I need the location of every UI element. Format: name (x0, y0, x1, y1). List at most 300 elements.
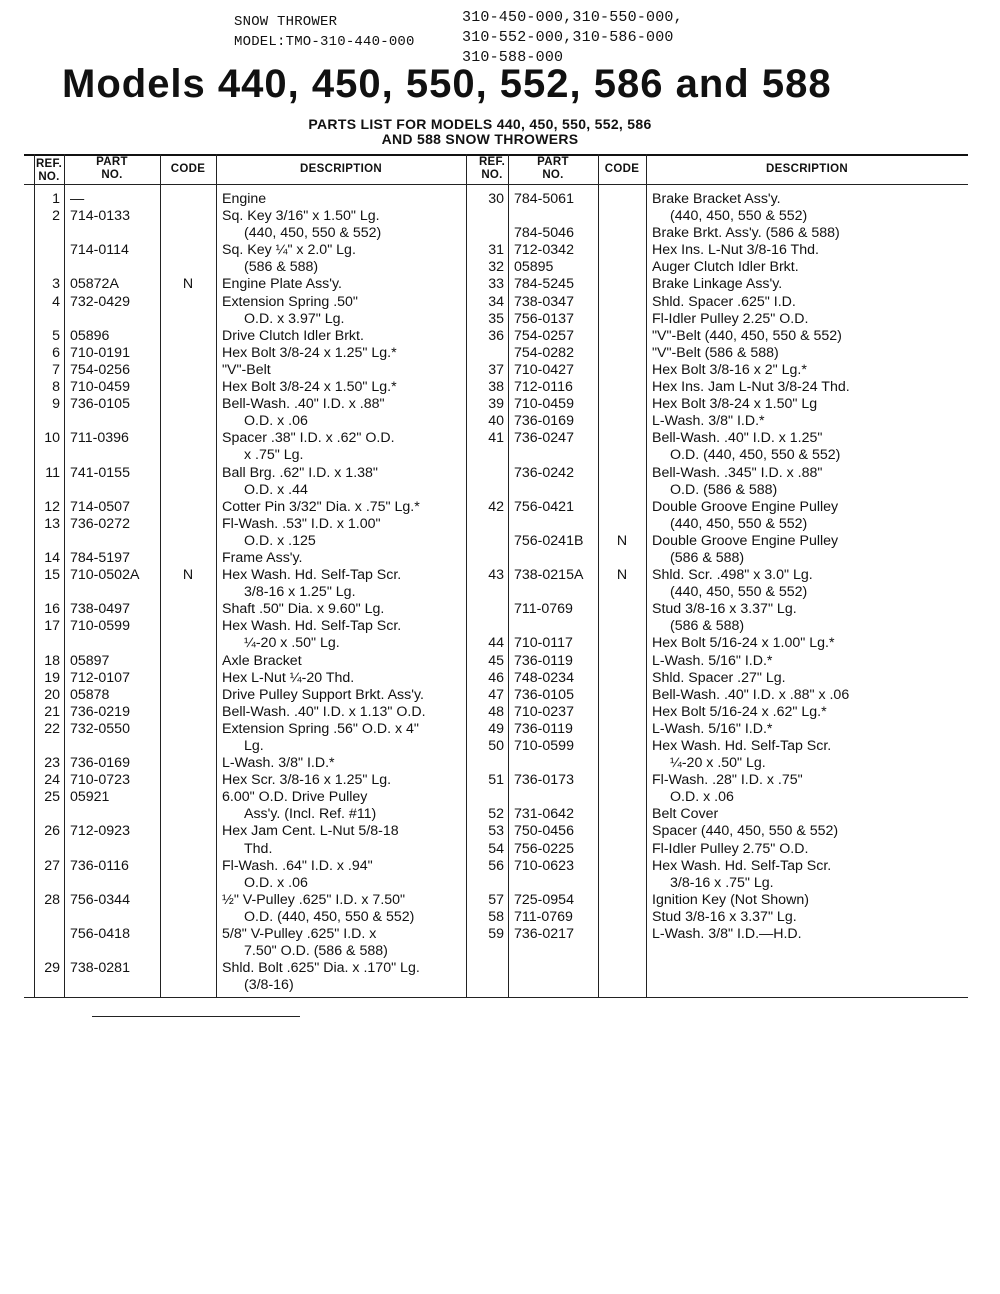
table-row (466, 396, 968, 413)
cell-description: Bell-Wash. .40" I.D. x 1.25" (652, 430, 823, 447)
table-row (24, 960, 466, 977)
cell-description: Hex Bolt 5/16-24 x 1.00" Lg.* (652, 635, 835, 652)
cell-ref-no: 5 (52, 327, 60, 344)
table-row (24, 841, 466, 858)
table-row (24, 550, 466, 567)
cell-part-no: 784-5245 (514, 276, 574, 293)
table-row (24, 276, 466, 293)
cell-description: Auger Clutch Idler Brkt. (652, 259, 799, 276)
header-text: REF. (35, 158, 63, 170)
table-row (466, 789, 968, 806)
cell-part-no: 05878 (70, 686, 110, 703)
cell-part-no: — (70, 191, 85, 207)
cell-description: L-Wash. 3/8" I.D.—H.D. (652, 926, 802, 943)
cell-description: Hex Bolt 3/8-24 x 1.50" Lg.* (222, 379, 397, 396)
table-row (466, 499, 968, 516)
table-row (466, 208, 968, 225)
cell-ref-no: 17 (44, 618, 60, 635)
stamp-line: 310-450-000,310-550-000, (462, 9, 683, 26)
cell-part-no: 736-0169 (514, 413, 574, 430)
table-row (466, 328, 968, 345)
cell-ref-no: 53 (488, 823, 504, 840)
cell-description: Drive Pulley Support Brkt. Ass'y. (222, 686, 424, 703)
cell-description: 3/8-16 x .75" Lg. (670, 874, 774, 891)
table-row (24, 823, 466, 840)
cell-ref-no: 28 (44, 891, 60, 908)
table-row (24, 396, 466, 413)
table-row (24, 635, 466, 652)
cell-part-no: 711-0769 (514, 908, 573, 925)
table-row (466, 875, 968, 892)
cell-part-no: 784-5197 (70, 549, 130, 566)
cell-description: O.D. (440, 450, 550 & 552) (244, 908, 415, 925)
table-row (466, 430, 968, 447)
cell-part-no: 05896 (70, 327, 110, 344)
cell-description: Bell-Wash. .40" I.D. x 1.13" O.D. (222, 703, 426, 720)
cell-ref-no: 18 (44, 652, 60, 669)
cell-part-no: 784-5061 (514, 191, 574, 207)
table-row (466, 618, 968, 635)
cell-description: Stud 3/8-16 x 3.37" Lg. (652, 908, 797, 925)
cell-part-no: 05895 (514, 259, 554, 276)
cell-description: Hex Wash. Hd. Self-Tap Scr. (222, 567, 402, 584)
table-row (466, 362, 968, 379)
cell-description: "V"-Belt (222, 361, 271, 378)
cell-part-no: 736-0169 (70, 755, 130, 772)
table-row (466, 584, 968, 601)
cell-description: Hex Bolt 3/8-24 x 1.25" Lg.* (222, 344, 397, 361)
header-ref-no (476, 156, 508, 182)
table-row (466, 704, 968, 721)
table-row (24, 379, 466, 396)
cell-ref-no: 1 (52, 191, 60, 207)
cell-ref-no: 39 (488, 396, 504, 413)
table-row (466, 516, 968, 533)
cell-ref-no: 19 (44, 669, 60, 686)
cell-ref-no: 49 (488, 720, 504, 737)
table-row (24, 259, 466, 276)
cell-description: O.D. x .44 (244, 481, 308, 498)
cell-ref-no: 3 (52, 276, 60, 293)
header-text: NO. (542, 169, 564, 181)
table-row (24, 413, 466, 430)
stamp-line: 310-552-000,310-586-000 (462, 29, 674, 46)
table-row (24, 465, 466, 482)
cell-description: Cotter Pin 3/32" Dia. x .75" Lg.* (222, 498, 420, 515)
header-ref-no (34, 158, 64, 184)
cell-part-no: 736-0116 (70, 857, 129, 874)
cell-part-no: 732-0429 (70, 293, 130, 310)
cell-part-no: 710-0502A (70, 567, 140, 584)
cell-ref-no: 36 (488, 327, 504, 344)
cell-part-no: 756-0225 (514, 840, 574, 857)
cell-part-no: 736-0242 (514, 464, 574, 481)
cell-part-no: 736-0219 (70, 703, 130, 720)
cell-part-no: 710-0723 (70, 772, 130, 789)
table-row (24, 191, 466, 208)
table-row (24, 208, 466, 225)
cell-part-no: 710-0191 (70, 344, 130, 361)
cell-description: Hex Bolt 3/8-16 x 2" Lg.* (652, 361, 807, 378)
cell-ref-no: 42 (488, 498, 504, 515)
cell-part-no: 731-0642 (514, 806, 574, 823)
table-row (24, 721, 466, 738)
cell-ref-no: 24 (44, 772, 60, 789)
cell-ref-no: 56 (488, 857, 504, 874)
cell-description: ¼-20 x .50" Lg. (670, 755, 766, 772)
table-row (466, 482, 968, 499)
cell-description: 3/8-16 x 1.25" Lg. (244, 584, 356, 601)
cell-code: N (182, 276, 194, 293)
table-row (466, 926, 968, 943)
cell-part-no: 738-0347 (514, 293, 574, 310)
cell-part-no: 736-0119 (514, 652, 573, 669)
cell-description: "V"-Belt (586 & 588) (652, 344, 779, 361)
table-row (466, 858, 968, 875)
table-row (466, 806, 968, 823)
page-title: Models 440, 450, 550, 552, 586 and 588 (62, 62, 832, 106)
cell-part-no: 710-0237 (514, 703, 574, 720)
cell-part-no: 710-0623 (514, 857, 574, 874)
cell-description: (440, 450, 550 & 552) (670, 584, 808, 601)
cell-description: Bell-Wash. .40" I.D. x .88" (222, 396, 385, 413)
cell-description: ½" V-Pulley .625" I.D. x 7.50" (222, 891, 406, 908)
cell-description: Belt Cover (652, 806, 719, 823)
cell-description: Stud 3/8-16 x 3.37" Lg. (652, 601, 797, 618)
cell-part-no: 784-5046 (514, 225, 574, 242)
table-row (466, 721, 968, 738)
cell-description: Shld. Spacer .27" Lg. (652, 669, 786, 686)
cell-part-no: 736-0272 (70, 515, 130, 532)
footer-rule (92, 1016, 300, 1017)
cell-part-no: 710-0117 (514, 635, 573, 652)
cell-ref-no: 33 (488, 276, 504, 293)
cell-description: 6.00" O.D. Drive Pulley (222, 789, 368, 806)
table-row (466, 276, 968, 293)
cell-description: Sq. Key ¼" x 2.0" Lg. (222, 242, 356, 259)
cell-description: Hex Wash. Hd. Self-Tap Scr. (652, 738, 832, 754)
cell-description: Shld. Scr. .498" x 3.0" Lg. (652, 567, 813, 584)
table-row (24, 533, 466, 550)
cell-ref-no: 43 (488, 567, 504, 584)
cell-description: Frame Ass'y. (222, 549, 303, 566)
table-row (466, 738, 968, 755)
cell-ref-no: 50 (488, 738, 504, 754)
cell-description: ¼-20 x .50" Lg. (244, 635, 340, 652)
header-code: CODE (170, 163, 206, 175)
cell-description: Fl-Wash. .64" I.D. x .94" (222, 857, 373, 874)
cell-part-no: 711-0769 (514, 601, 573, 618)
cell-description: Thd. (244, 840, 273, 857)
cell-description: L-Wash. 3/8" I.D.* (222, 755, 335, 772)
cell-description: Ass'y. (Incl. Ref. #11) (244, 806, 377, 823)
cell-ref-no: 44 (488, 635, 504, 652)
cell-ref-no: 16 (44, 601, 60, 618)
cell-ref-no: 4 (52, 293, 60, 310)
cell-part-no: 710-0427 (514, 361, 574, 378)
cell-ref-no: 26 (44, 823, 60, 840)
model-numbers-stamp (462, 8, 683, 68)
heading-line: AND 588 SNOW THROWERS (381, 131, 579, 147)
parts-list-heading (270, 117, 690, 147)
cell-description: Hex Ins. Jam L-Nut 3/8-24 Thd. (652, 379, 850, 396)
cell-description: Ball Brg. .62" I.D. x 1.38" (222, 464, 378, 481)
cell-ref-no: 11 (45, 464, 60, 481)
table-row (24, 618, 466, 635)
table-row (466, 550, 968, 567)
table-row (24, 909, 466, 926)
cell-description: (440, 450, 550 & 552) (244, 225, 382, 242)
cell-description: Engine Plate Ass'y. (222, 276, 342, 293)
table-row (466, 772, 968, 789)
table-row (24, 892, 466, 909)
cell-part-no: 712-0923 (70, 823, 130, 840)
cell-ref-no: 54 (488, 840, 504, 857)
table-row (466, 259, 968, 276)
table-row (466, 635, 968, 652)
cell-ref-no: 58 (488, 908, 504, 925)
model-stamp (234, 12, 415, 52)
cell-ref-no: 59 (488, 926, 504, 943)
cell-part-no: 736-0173 (514, 772, 574, 789)
table-row (466, 533, 968, 550)
table-row (466, 447, 968, 464)
cell-description: L-Wash. 3/8" I.D.* (652, 413, 765, 430)
cell-part-no: 710-0459 (514, 396, 574, 413)
cell-ref-no: 14 (44, 549, 60, 566)
cell-part-no: 756-0421 (514, 498, 574, 515)
header-part-no (64, 156, 160, 182)
cell-part-no: 756-0418 (70, 926, 130, 943)
cell-description: Brake Linkage Ass'y. (652, 276, 783, 293)
cell-description: Axle Bracket (222, 652, 302, 669)
cell-description: Spacer (440, 450, 550 & 552) (652, 823, 839, 840)
cell-ref-no: 8 (52, 379, 60, 396)
stamp-line: MODEL:TMO-310-440-000 (234, 34, 415, 50)
cell-description: Hex Wash. Hd. Self-Tap Scr. (652, 857, 832, 874)
cell-code: N (616, 532, 628, 549)
header-description: DESCRIPTION (300, 163, 382, 175)
cell-ref-no: 13 (44, 515, 60, 532)
table-row (466, 687, 968, 704)
parts-table (24, 154, 968, 997)
table-row (24, 567, 466, 584)
table-row (24, 516, 466, 533)
table-row (24, 977, 466, 994)
cell-ref-no: 7 (52, 361, 60, 378)
header-text: PART (537, 156, 569, 168)
cell-ref-no: 52 (488, 806, 504, 823)
cell-description: O.D. x .125 (244, 532, 316, 549)
header-code: CODE (604, 163, 640, 175)
cell-description: Hex Bolt 3/8-24 x 1.50" Lg (652, 396, 818, 413)
table-row (466, 909, 968, 926)
cell-description: Extension Spring .50" (222, 293, 358, 310)
cell-ref-no: 2 (52, 208, 60, 225)
cell-description: Engine (222, 191, 267, 207)
cell-description: Brake Bracket Ass'y. (652, 191, 781, 207)
table-row (466, 670, 968, 687)
cell-ref-no: 46 (488, 669, 504, 686)
table-row (466, 653, 968, 670)
cell-description: Extension Spring .56" O.D. x 4" (222, 720, 419, 737)
cell-part-no: 754-0256 (70, 361, 130, 378)
table-row (466, 601, 968, 618)
cell-ref-no: 10 (44, 430, 60, 447)
cell-description: Brake Brkt. Ass'y. (586 & 588) (652, 225, 840, 242)
cell-ref-no: 38 (488, 379, 504, 396)
cell-description: Hex Ins. L-Nut 3/8-16 Thd. (652, 242, 819, 259)
table-row (24, 225, 466, 242)
table-row (466, 567, 968, 584)
cell-ref-no: 29 (44, 960, 60, 977)
cell-ref-no: 9 (52, 396, 60, 413)
cell-ref-no: 31 (488, 242, 504, 259)
cell-description: Shaft .50" Dia. x 9.60" Lg. (222, 601, 385, 618)
cell-part-no: 738-0215A (514, 567, 584, 584)
cell-ref-no: 40 (488, 413, 504, 430)
table-row (466, 191, 968, 208)
cell-description: "V"-Belt (440, 450, 550 & 552) (652, 327, 842, 344)
cell-part-no: 756-0344 (70, 891, 130, 908)
table-row (466, 345, 968, 362)
table-row (466, 379, 968, 396)
table-row (24, 328, 466, 345)
header-description: DESCRIPTION (766, 163, 848, 175)
cell-ref-no: 37 (488, 361, 504, 378)
cell-part-no: 714-0133 (70, 208, 130, 225)
cell-part-no: 714-0507 (70, 498, 130, 515)
cell-code: N (616, 567, 628, 584)
cell-description: L-Wash. 5/16" I.D.* (652, 720, 773, 737)
stamp-line: 310-588-000 (462, 49, 564, 66)
table-row (24, 670, 466, 687)
table-bottom-border (24, 997, 968, 998)
cell-ref-no: 45 (488, 652, 504, 669)
cell-part-no: 711-0396 (70, 430, 129, 447)
table-row (24, 704, 466, 721)
table-row (466, 225, 968, 242)
stamp-line: SNOW THROWER (234, 14, 338, 30)
cell-ref-no: 20 (44, 686, 60, 703)
cell-part-no: 754-0282 (514, 344, 574, 361)
cell-ref-no: 21 (44, 703, 60, 720)
cell-part-no: 732-0550 (70, 720, 130, 737)
table-row (24, 772, 466, 789)
cell-part-no: 736-0217 (514, 926, 574, 943)
heading-line: PARTS LIST FOR MODELS 440, 450, 550, 552, 586 (308, 116, 652, 132)
table-row (24, 362, 466, 379)
cell-part-no: 712-0107 (70, 669, 130, 686)
table-row (24, 345, 466, 362)
table-row (24, 926, 466, 943)
cell-part-no: 714-0114 (70, 242, 129, 259)
table-row (466, 755, 968, 772)
cell-ref-no: 48 (488, 703, 504, 720)
cell-part-no: 736-0105 (514, 686, 574, 703)
cell-part-no: 725-0954 (514, 891, 574, 908)
cell-ref-no: 25 (44, 789, 60, 806)
table-row (24, 687, 466, 704)
table-row (24, 806, 466, 823)
table-row (24, 430, 466, 447)
header-text: PART (96, 156, 128, 168)
cell-description: Fl-Wash. .53" I.D. x 1.00" (222, 515, 381, 532)
header-bottom-border (24, 184, 968, 185)
cell-part-no: 710-0459 (70, 379, 130, 396)
table-row (24, 738, 466, 755)
cell-description: O.D. (586 & 588) (670, 481, 778, 498)
cell-description: 7.50" O.D. (586 & 588) (244, 943, 388, 960)
cell-part-no: 710-0599 (70, 618, 130, 635)
cell-ref-no: 32 (488, 259, 504, 276)
cell-ref-no: 6 (52, 344, 60, 361)
cell-part-no: 741-0155 (70, 464, 130, 481)
cell-ref-no: 27 (44, 857, 60, 874)
cell-description: Spacer .38" I.D. x .62" O.D. (222, 430, 395, 447)
table-row (466, 242, 968, 259)
table-row (24, 584, 466, 601)
cell-description: O.D. x 3.97" Lg. (244, 310, 345, 327)
table-row (466, 892, 968, 909)
cell-ref-no: 23 (44, 755, 60, 772)
cell-ref-no: 51 (488, 772, 504, 789)
cell-description: Bell-Wash. .40" I.D. x .88" x .06 (652, 686, 850, 703)
cell-description: (3/8-16) (244, 977, 294, 994)
table-row (24, 653, 466, 670)
cell-part-no: 710-0599 (514, 738, 574, 754)
cell-description: Hex Scr. 3/8-16 x 1.25" Lg. (222, 772, 392, 789)
cell-description: Ignition Key (Not Shown) (652, 891, 809, 908)
cell-ref-no: 12 (44, 498, 60, 515)
cell-ref-no: 30 (488, 191, 504, 207)
table-row (24, 447, 466, 464)
header-text: NO. (101, 169, 123, 181)
parts-list-left (24, 191, 466, 994)
cell-part-no: 738-0497 (70, 601, 130, 618)
cell-description: Hex Jam Cent. L-Nut 5/8-18 (222, 823, 399, 840)
table-row (24, 789, 466, 806)
cell-description: Bell-Wash. .345" I.D. x .88" (652, 464, 823, 481)
cell-part-no: 05872A (70, 276, 119, 293)
cell-ref-no: 34 (488, 293, 504, 310)
cell-description: Shld. Bolt .625" Dia. x .170" Lg. (222, 960, 420, 977)
table-row (24, 499, 466, 516)
cell-part-no: 712-0116 (514, 379, 573, 396)
table-row (466, 465, 968, 482)
cell-description: Hex L-Nut ¼-20 Thd. (222, 669, 355, 686)
header-text: NO. (481, 169, 503, 181)
cell-description: Double Groove Engine Pulley (652, 532, 839, 549)
table-row (24, 858, 466, 875)
cell-ref-no: 57 (488, 891, 504, 908)
cell-code: N (182, 567, 194, 584)
cell-part-no: 736-0119 (514, 720, 573, 737)
cell-description: Hex Wash. Hd. Self-Tap Scr. (222, 618, 402, 635)
table-row (24, 311, 466, 328)
cell-description: O.D. x .06 (670, 789, 734, 806)
table-row (24, 482, 466, 499)
cell-part-no: 754-0257 (514, 327, 574, 344)
header-part-no (508, 156, 598, 182)
cell-description: (440, 450, 550 & 552) (670, 515, 808, 532)
cell-ref-no: 22 (44, 720, 60, 737)
cell-description: Fl-Wash. .28" I.D. x .75" (652, 772, 803, 789)
cell-description: O.D. x .06 (244, 413, 308, 430)
parts-list-right (466, 191, 968, 943)
table-row (466, 413, 968, 430)
table-row (466, 311, 968, 328)
